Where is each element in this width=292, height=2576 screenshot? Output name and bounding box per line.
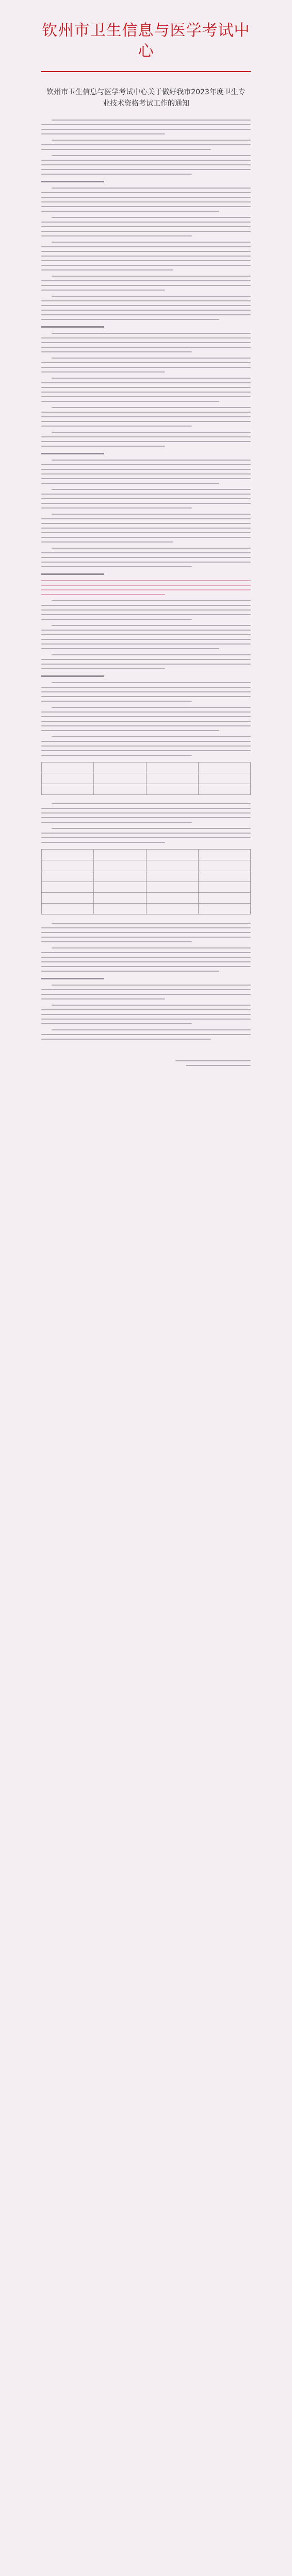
table-cell [146,784,198,795]
body-paragraph [41,407,251,427]
text-line [41,562,251,563]
text-line [41,426,192,427]
table-cell [198,773,250,784]
table-cell [94,860,146,871]
text-line [41,371,165,372]
table-cell [146,871,198,882]
table-cell [146,762,198,773]
text-line [41,745,251,747]
text-line [52,923,251,924]
text-line [41,503,251,504]
text-line [41,1039,211,1040]
text-line [41,164,251,165]
text-line [52,460,251,461]
text-line [41,659,251,660]
text-line [41,1014,251,1015]
text-line [41,235,192,236]
table-cell [94,784,146,795]
text-line [41,532,251,533]
text-line [52,432,251,433]
text-line [41,634,251,635]
table-cell [198,893,250,904]
text-line [41,473,251,474]
text-line [41,725,251,726]
body-paragraph [41,242,251,270]
text-line [41,197,251,198]
text-line [52,600,251,601]
text-line [41,124,251,125]
text-line [41,619,192,620]
text-line [41,382,251,383]
text-line [52,358,251,359]
text-line [41,701,192,702]
text-line [41,494,251,495]
table-cell [42,762,94,773]
text-line [52,489,251,490]
text-line [41,952,251,953]
text-line [41,269,173,270]
body-paragraph [41,1005,251,1024]
text-line [41,716,251,717]
text-line [41,566,192,567]
text-line [52,296,251,297]
text-line [41,149,211,150]
table-cell [42,784,94,795]
text-line [41,932,251,933]
text-line [41,483,219,484]
body-paragraph [41,625,251,649]
text-line [41,1034,251,1035]
text-line [52,707,251,708]
table-cell [94,871,146,882]
text-line [41,392,251,393]
text-line [41,730,219,731]
text-line [41,1009,251,1010]
body-paragraph [41,378,251,402]
body-paragraph [41,358,251,372]
text-line [52,682,251,683]
text-line [41,941,192,942]
text-line [41,528,251,529]
text-line [41,401,219,402]
body-paragraph [41,947,251,972]
text-line [41,580,251,581]
text-line [52,514,251,515]
text-line [41,347,251,348]
text-line [41,280,251,281]
text-line [41,446,165,447]
body-paragraph [41,707,251,731]
text-line [41,507,192,509]
text-line [41,246,251,247]
text-line [52,407,251,408]
body-paragraph [41,489,251,509]
body-paragraph [41,654,251,669]
text-line [41,310,251,311]
table-cell [146,860,198,871]
text-line [41,192,251,193]
table-cell [94,893,146,904]
text-line [52,985,251,986]
text-line [41,664,251,665]
text-line [41,133,165,134]
section-heading [41,181,104,182]
table-cell [94,904,146,914]
body-paragraph [41,580,251,595]
text-line [41,342,251,343]
table-cell [94,773,146,784]
table-cell [42,893,94,904]
table-cell [146,882,198,893]
table-cell [146,893,198,904]
text-line [41,594,165,595]
text-line [41,144,251,145]
text-line [41,226,251,227]
body-paragraph [41,923,251,942]
body-paragraph [41,217,251,236]
body-paragraph [41,736,251,756]
schedule-table [41,762,251,795]
text-line [41,260,251,261]
text-line [41,741,251,742]
text-line [52,378,251,379]
text-line [52,654,251,655]
text-line [41,994,251,995]
body-paragraph [41,333,251,352]
body-paragraph [41,296,251,320]
body-paragraph [41,985,251,999]
text-line [41,808,251,809]
text-line [41,833,251,834]
text-line [41,927,251,928]
text-line [41,441,251,442]
text-line [41,541,173,543]
text-line [41,711,251,713]
text-line [52,120,251,121]
text-line [52,803,251,804]
text-line [41,648,219,649]
text-line [41,300,251,301]
table-cell [146,904,198,914]
text-line [41,1019,251,1020]
table-cell [42,904,94,914]
text-line [41,265,251,266]
body-paragraph [41,600,251,620]
text-line [41,822,192,823]
body-paragraph [41,140,251,150]
text-line [41,421,251,422]
body-paragraph [41,828,251,843]
text-line [41,537,251,538]
text-line [52,625,251,626]
table-cell [198,882,250,893]
text-line [41,387,251,388]
text-line [41,351,192,352]
text-line [41,585,251,586]
table-cell [198,762,250,773]
text-line [41,817,251,818]
text-line [41,256,251,257]
body-paragraph [41,432,251,447]
section-heading [41,978,104,979]
text-line [41,362,251,363]
text-line [41,989,251,990]
table-cell [198,850,250,860]
text-line [41,614,251,615]
text-line [52,828,251,829]
body-paragraph [41,276,251,291]
text-line [41,396,251,397]
text-line [41,998,165,999]
table-cell [198,860,250,871]
body-paragraph [41,155,251,175]
table-cell [42,850,94,860]
text-line [41,412,251,413]
text-line [41,206,251,207]
text-line [41,174,192,175]
body-paragraph [41,188,251,212]
table-cell [94,850,146,860]
text-line [41,464,251,465]
text-line [41,518,251,519]
text-line [41,478,251,479]
text-line [41,367,251,368]
text-line [52,548,251,549]
text-line [41,169,251,170]
text-line [41,290,165,291]
section-heading [41,326,104,328]
text-line [41,750,251,751]
text-line [41,416,251,417]
text-line [52,217,251,218]
text-line [41,812,251,814]
body-paragraph [41,1029,251,1040]
section-heading [41,573,104,575]
section-heading [41,675,104,677]
text-line [41,696,251,697]
body-paragraph [41,514,251,543]
text-line [41,961,251,962]
table-cell [198,871,250,882]
letterhead-title: 钦州市卫生信息与医学考试中心 [42,22,250,60]
text-line [41,201,251,202]
table-cell [42,773,94,784]
text-line [41,469,251,470]
body-paragraph [41,548,251,567]
text-line [52,736,251,737]
body-paragraph [41,803,251,823]
table-cell [198,904,250,914]
text-line [41,755,192,756]
text-line [52,333,251,334]
text-line [41,222,251,223]
text-line [52,188,251,189]
text-line [41,160,251,161]
body-paragraph [41,120,251,134]
text-line [41,609,251,611]
notice-body [41,120,251,1040]
signature-block [41,1060,251,1066]
text-line [41,687,251,688]
text-line [41,498,251,499]
text-line [41,643,251,645]
text-line [41,337,251,338]
text-line [41,966,251,967]
table-cell [42,882,94,893]
text-line [41,639,251,640]
text-line [41,523,251,524]
text-line [41,251,251,252]
text-line [41,552,251,553]
notice-title: 钦州市卫生信息与医学考试中心关于做好我市2023年度卫生专业技术资格考试工作的通知 [46,88,246,108]
body-paragraph [41,460,251,484]
text-line [52,140,251,141]
table-cell [94,762,146,773]
text-line [41,630,251,631]
table-cell [146,850,198,860]
table-cell [146,773,198,784]
text-line [41,691,251,692]
text-line [41,285,251,286]
text-line [41,319,219,320]
text-line [41,971,219,972]
text-line [52,947,251,948]
text-line [52,242,251,243]
text-line [41,668,165,669]
section-heading [41,453,104,454]
text-line [41,557,251,558]
table-cell [42,860,94,871]
text-line [52,155,251,156]
text-line [52,276,251,277]
text-line [41,842,165,843]
text-line [41,837,251,838]
text-line [41,1023,192,1024]
text-line [41,231,251,232]
table-cell [94,882,146,893]
text-line [41,605,251,606]
text-line [41,314,251,315]
table-cell [42,871,94,882]
text-line [41,305,251,306]
text-line [41,589,251,590]
text-line [41,436,251,437]
body-paragraph [41,682,251,702]
text-line [41,721,251,722]
text-line [52,1005,251,1006]
text-line [41,937,251,938]
letterhead-divider [41,71,251,72]
text-line [41,211,219,212]
text-line [41,957,251,958]
text-line [52,1029,251,1030]
table-cell [198,784,250,795]
text-line [41,129,251,130]
schedule-table [41,849,251,914]
